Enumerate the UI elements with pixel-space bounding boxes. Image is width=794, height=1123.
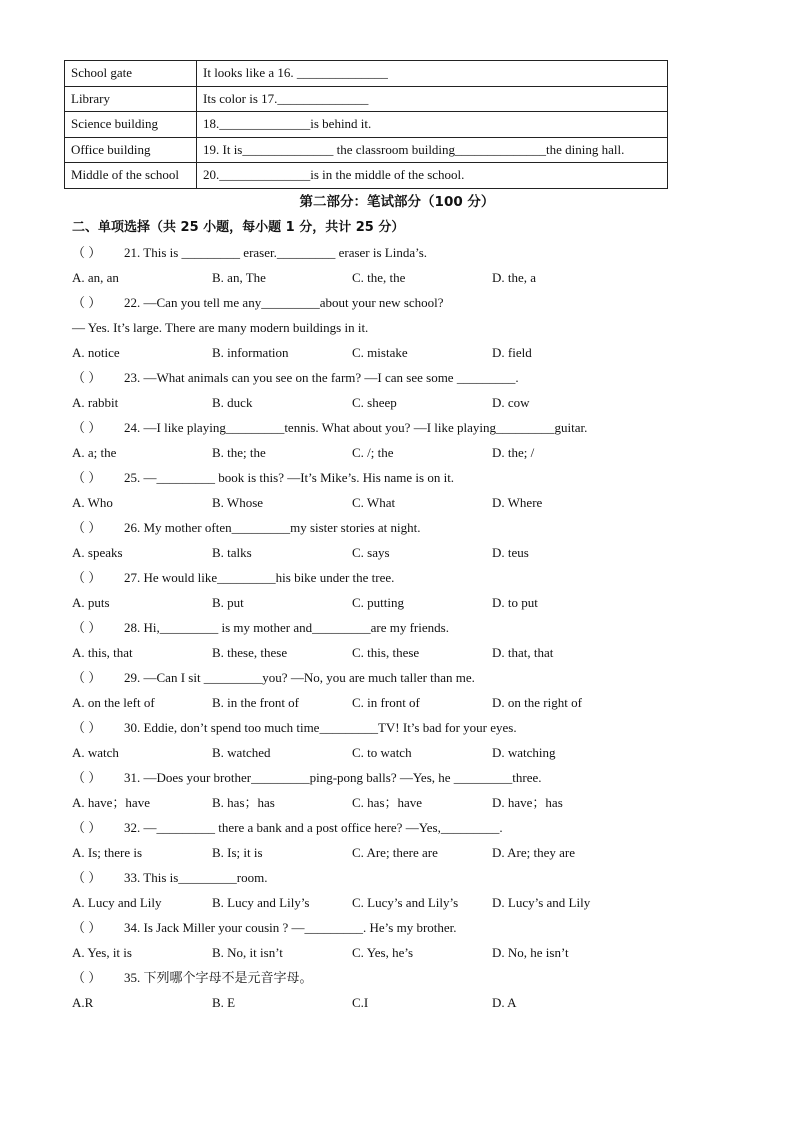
answer-option: D. No, he isn’t [492,945,569,960]
answer-option: A. notice [72,345,120,360]
answer-option: C. to watch [352,745,412,760]
answer-option: D. the, a [492,270,537,285]
question-stem [72,570,394,586]
answer-option: C. says [352,545,390,560]
answer-bracket: （ ） [72,720,102,735]
section-title: 二、单项选择（共 25 小题，每小题 1 分，共计 25 分） [72,220,405,235]
question-stem [72,370,519,386]
answer-option: B. E [212,995,236,1010]
answer-option: C. this, these [352,645,420,660]
description-cell: 19. It is______________ the classroom building______________the dining hall. [197,137,668,163]
place-cell: School gate [65,61,197,87]
question-text: 24. —I like playing_________tennis. What about you? —I like playing_________guitar. [124,420,588,435]
answer-bracket: （ ） [72,670,102,685]
answer-option: D. A [492,995,517,1010]
answer-bracket: （ ） [72,470,102,485]
question-text: 34. Is Jack Miller your cousin ? —_________. He’s my brother. [124,920,457,935]
description-cell: It looks like a 16. ______________ [197,61,668,87]
answer-option: C. putting [352,595,405,610]
answer-option: C. mistake [352,345,408,360]
answer-option: D. the; / [492,445,535,460]
question-stem [72,920,457,936]
answer-option: A. have；have [72,795,150,810]
answer-option: D. on the right of [492,695,582,710]
question-text: 35. 下列哪个字母不是元音字母。 [124,970,313,985]
question-text: 27. He would like_________his bike under the tree. [124,570,395,585]
answer-option: C. Yes, he’s [352,945,414,960]
answer-option: B. information [212,345,289,360]
place-cell: Office building [65,137,197,163]
table-row [65,112,668,138]
question-stem [72,245,427,261]
answer-option: B. No, it isn’t [212,945,283,960]
answer-option: B. Lucy and Lily’s [212,895,310,910]
answer-option: D. cow [492,395,530,410]
question-stem [72,770,542,786]
answer-bracket: （ ） [72,820,102,835]
answer-option: B. duck [212,395,253,410]
question-text: 31. —Does your brother_________ping-pong balls? —Yes, he _________three. [124,770,542,785]
place-cell: Middle of the school [65,163,197,189]
table-row [65,61,668,87]
question-stem [72,820,503,836]
answer-bracket: （ ） [72,970,102,985]
answer-option: D. field [492,345,532,360]
question-stem [72,470,454,486]
answer-option: A. on the left of [72,695,155,710]
question-stem [72,670,475,686]
table-row [65,137,668,163]
answer-option: A. this, that [72,645,133,660]
question-text: 30. Eddie, don’t spend too much time_________TV! It’s bad for your eyes. [124,720,517,735]
answer-option: C. sheep [352,395,397,410]
question-text: 26. My mother often_________my sister stories at night. [124,520,421,535]
answer-option: C. in front of [352,695,420,710]
question-stem [72,295,444,311]
question-text: 25. —_________ book is this? —It’s Mike’s. His name is on it. [124,470,455,485]
question-text: 21. This is _________ eraser._________ eraser is Linda’s. [124,245,428,260]
answer-option: C. What [352,495,396,510]
answer-option: A. watch [72,745,119,760]
answer-bracket: （ ） [72,870,102,885]
answer-option: A. a; the [72,445,117,460]
description-cell: 18.______________is behind it. [197,112,668,138]
answer-option: A. rabbit [72,395,119,410]
answer-option: D. Lucy’s and Lily [492,895,591,910]
answer-bracket: （ ） [72,420,102,435]
answer-option: B. talks [212,545,252,560]
answer-option: A. puts [72,595,110,610]
answer-option: A. Lucy and Lily [72,895,162,910]
answer-option: B. Whose [212,495,264,510]
description-cell: 20.______________is in the middle of the school. [197,163,668,189]
answer-bracket: （ ） [72,370,102,385]
answer-bracket: （ ） [72,920,102,935]
answer-option: D. Where [492,495,543,510]
answer-option: B. put [212,595,244,610]
answer-option: D. that, that [492,645,554,660]
answer-option: A.R [72,995,94,1010]
answer-option: C. /; the [352,445,394,460]
table-row [65,86,668,112]
answer-option: D. teus [492,545,529,560]
question-stem [72,720,517,736]
description-cell: Its color is 17.______________ [197,86,668,112]
answer-option: B. these, these [212,645,288,660]
place-cell: Science building [65,112,197,138]
question-text: 29. —Can I sit _________you? —No, you are much taller than me. [124,670,475,685]
part-title: 第二部分：笔试部分（100 分） [299,194,495,210]
question-text: 33. This is_________room. [124,870,268,885]
question-stem [72,420,587,436]
question-text-continued: — Yes. It’s large. There are many modern buildings in it. [72,320,369,335]
answer-option: D. to put [492,595,538,610]
question-text: 22. —Can you tell me any_________about your new school? [124,295,444,310]
question-stem [72,520,420,536]
answer-option: B. Is; it is [212,845,263,860]
answer-option: A. an, an [72,270,119,285]
question-stem [72,970,313,986]
question-stem [72,620,449,636]
answer-option: C. Lucy’s and Lily’s [352,895,459,910]
answer-option: A. Who [72,495,113,510]
answer-option: A. Yes, it is [72,945,132,960]
place-cell: Library [65,86,197,112]
answer-bracket: （ ） [72,770,102,785]
question-stem [72,870,268,886]
answer-option: A. speaks [72,545,123,560]
answer-option: B. has；has [212,795,275,810]
question-text: 23. —What animals can you see on the farm? —I can see some _________. [124,370,519,385]
answer-option: D. have；has [492,795,563,810]
answer-option: A. Is; there is [72,845,143,860]
answer-option: B. the; the [212,445,266,460]
answer-option: C. the, the [352,270,406,285]
answer-option: C. has；have [352,795,423,810]
table-row [65,163,668,189]
answer-option: D. Are; they are [492,845,576,860]
answer-bracket: （ ） [72,245,102,260]
answer-option: B. watched [212,745,271,760]
answer-bracket: （ ） [72,570,102,585]
answer-option: C.I [352,995,369,1010]
question-text: 32. —_________ there a bank and a post office here? —Yes,_________. [124,820,503,835]
answer-option: B. an, The [212,270,266,285]
answer-bracket: （ ） [72,520,102,535]
answer-option: D. watching [492,745,556,760]
answer-bracket: （ ） [72,620,102,635]
answer-option: B. in the front of [212,695,300,710]
question-text: 28. Hi,_________ is my mother and_________are my friends. [124,620,449,635]
answer-bracket: （ ） [72,295,102,310]
answer-option: C. Are; there are [352,845,438,860]
school-places-table [64,60,668,189]
